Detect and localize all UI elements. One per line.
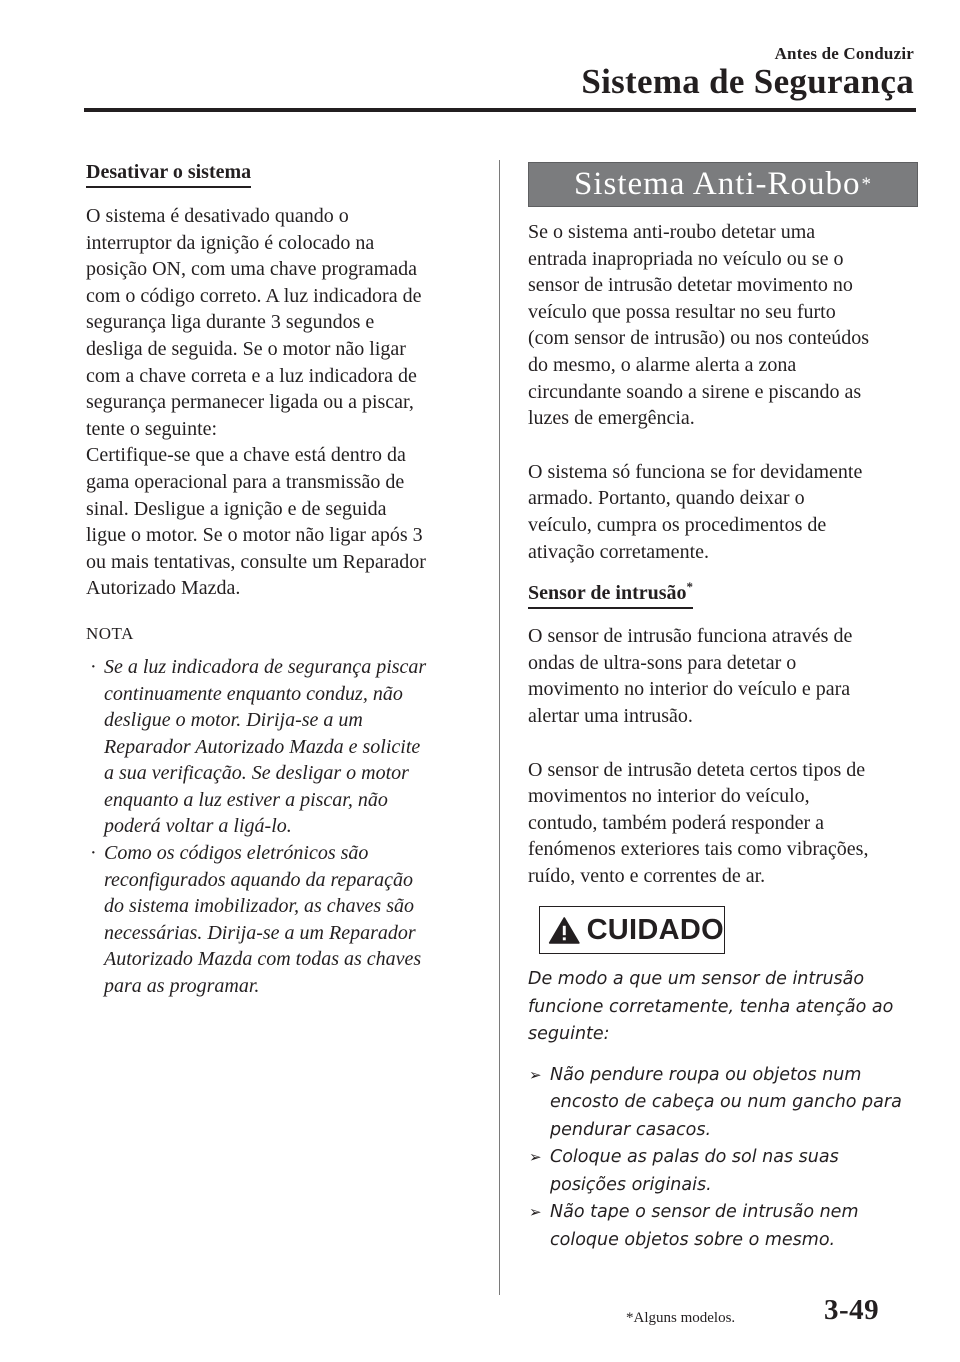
text-line: Autorizado Mazda com todas as chaves [104, 948, 422, 971]
text-line: Reparador Autorizado Mazda e solicite [104, 735, 421, 758]
section-title: Sistema de Segurança [581, 62, 914, 101]
note-item [86, 840, 476, 1000]
text-line: do mesmo, o alarme alerta a zona [528, 353, 797, 376]
deactivate-body [86, 203, 476, 602]
text-line: (com sensor de intrusão) ou nos conteúdos [528, 327, 870, 350]
footnote: *Alguns modelos. [626, 1310, 736, 1326]
text-line: movimento no interior do veículo e para [528, 678, 851, 701]
bullet-icon: · [90, 655, 97, 678]
text-line: veículo que possa resultar no seu furto [528, 300, 836, 323]
text-line: com a chave correta e a luz indicadora de [86, 364, 417, 387]
header-rule [84, 108, 916, 112]
column-divider [499, 160, 500, 1295]
text-line: De modo a que um sensor de intrusão [528, 969, 865, 990]
text-line: Como os códigos eletrónicos são [104, 842, 369, 865]
intrusion-sensor-heading [528, 581, 693, 609]
caution-item [528, 1062, 918, 1145]
text-line: contudo, também poderá responder a [528, 811, 825, 834]
text-line: Autorizado Mazda. [86, 577, 241, 600]
text-line: movimentos no interior do veículo, [528, 785, 810, 808]
caution-item [528, 1144, 918, 1199]
text-line: Não pendure roupa ou objetos num [550, 1064, 862, 1085]
text-line: Coloque as palas do sol nas suas [550, 1147, 839, 1168]
text-line: poderá voltar a ligá-lo. [104, 815, 292, 838]
arming-paragraph [528, 459, 918, 565]
caution-list [528, 1062, 918, 1255]
text-line: gama operacional para a transmissão de [86, 470, 405, 493]
text-line: tente o seguinte: [86, 417, 218, 440]
text-line: armado. Portanto, quando deixar o [528, 487, 805, 510]
text-line: coloque objetos sobre o mesmo. [550, 1229, 836, 1250]
page-number: 3-49 [824, 1294, 880, 1326]
deactivate-heading: Desativar o sistema [86, 160, 251, 188]
text-line: Não tape o sensor de intrusão nem [550, 1202, 859, 1223]
anti-theft-intro [528, 219, 918, 432]
text-line: desligue o motor. Dirija-se a um [104, 709, 363, 732]
note-item [86, 654, 476, 840]
text-line: veículo, cumpra os procedimentos de [528, 513, 827, 536]
text-line: luzes de emergência. [528, 407, 695, 430]
bullet-icon: · [90, 842, 97, 865]
warning-triangle-icon [548, 914, 581, 947]
text-line: fenómenos exteriores tais como vibrações, [528, 838, 869, 861]
anti-theft-banner: Sistema Anti-Roubo * [528, 162, 918, 207]
text-line: pendurar casacos. [550, 1119, 712, 1140]
text-line: enquanto a luz estiver a piscar, não [104, 788, 388, 811]
text-line: com o código correto. A luz indicadora de [86, 284, 422, 307]
text-line: entrada inapropriada no veículo ou se o [528, 247, 844, 270]
arrow-bullet-icon: ➢ [529, 1065, 542, 1084]
text-line: necessárias. Dirija-se a um Reparador [104, 921, 416, 944]
text-line: continuamente enquanto conduz, não [104, 682, 403, 705]
text-line: Se o sistema anti-roubo detetar uma [528, 221, 816, 243]
caution-box [539, 906, 725, 954]
text-line: desliga de seguida. Se o motor não ligar [86, 337, 406, 360]
text-line: posições originais. [550, 1174, 712, 1195]
text-line: Se a luz indicadora de segurança piscar [104, 655, 427, 678]
text-line: funcione corretamente, tenha atenção ao [528, 996, 894, 1017]
text-line: sinal. Desligue a ignição e de seguida [86, 497, 387, 520]
text-line: segurança liga durante 3 segundos e [86, 311, 375, 334]
text-line: do sistema imobilizador, as chaves são [104, 895, 414, 918]
text-line: ativação corretamente. [528, 540, 709, 563]
note-label: NOTA [86, 623, 134, 643]
banner-title: Sistema Anti-Roubo [573, 166, 861, 202]
text-line: ligue o motor. Se o motor não ligar após 3 [86, 524, 423, 547]
text-line: O sensor de intrusão funciona através de [528, 625, 853, 648]
text-line: Certifique-se que a chave está dentro da [86, 444, 406, 467]
text-line: a sua verificação. Se desligar o motor [104, 762, 409, 785]
text-line: O sistema só funciona se for devidamente [528, 460, 863, 483]
caution-item [528, 1199, 918, 1254]
text-line: O sensor de intrusão deteta certos tipos de [528, 758, 866, 781]
intrusion-detection-paragraph [528, 757, 918, 890]
left-column [86, 160, 476, 1000]
right-column [528, 162, 918, 1254]
intrusion-sensor-paragraph [528, 623, 918, 729]
text-line: circundante soando a sirene e piscando as [528, 380, 862, 403]
note-list [86, 654, 476, 1000]
text-line: para as programar. [104, 975, 260, 998]
text-line: O sistema é desativado quando o [86, 205, 349, 227]
arrow-bullet-icon: ➢ [529, 1148, 542, 1167]
heading-text: Sensor de intrusão [528, 582, 687, 605]
chapter-title: Antes de Conduzir [774, 44, 914, 63]
text-line: reconfigurados aquando da reparação [104, 868, 414, 891]
text-line: sensor de intrusão detetar movimento no [528, 274, 853, 297]
text-line: interruptor da ignição é colocado na [86, 231, 375, 254]
text-line: ou mais tentativas, consulte um Reparador [86, 550, 426, 573]
text-line: encosto de cabeça ou num gancho para [550, 1092, 902, 1113]
arrow-bullet-icon: ➢ [529, 1203, 542, 1222]
caution-label: CUIDADO [586, 913, 724, 946]
text-line: ruído, vento e correntes de ar. [528, 864, 766, 887]
text-line: posição ON, com uma chave programada [86, 258, 417, 281]
text-line: alertar uma intrusão. [528, 704, 693, 727]
text-line: ondas de ultra-sons para detetar o [528, 651, 797, 674]
heading-asterisk: * [686, 579, 694, 595]
caution-intro [528, 966, 918, 1049]
text-line: seguinte: [528, 1024, 610, 1045]
text-line: segurança permanecer ligada ou a piscar, [86, 391, 414, 414]
